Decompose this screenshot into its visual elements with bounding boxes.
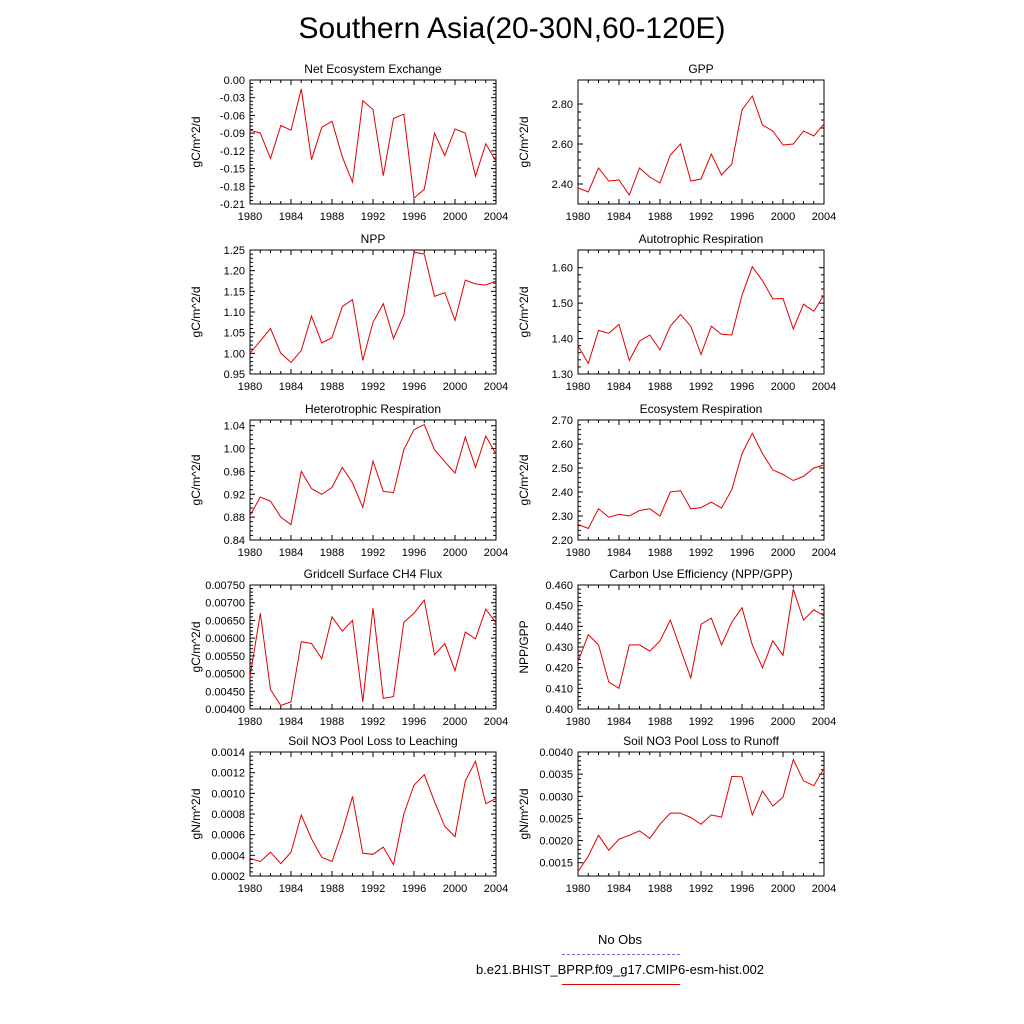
y-tick-label: -0.09 <box>219 128 245 141</box>
y-tick-label: 1.25 <box>223 245 245 257</box>
y-tick-label: 1.60 <box>551 262 573 275</box>
x-tick-label: 1996 <box>729 883 755 895</box>
y-axis-label: gC/m^2/d <box>189 286 203 338</box>
y-tick-label: 0.00450 <box>205 686 245 699</box>
x-tick-label: 2000 <box>770 381 796 393</box>
y-tick-label: 1.10 <box>223 307 245 319</box>
y-tick-label: 0.430 <box>545 642 573 654</box>
x-tick-label: 2000 <box>442 883 468 895</box>
y-tick-label: 1.15 <box>223 286 245 299</box>
y-tick-label: 0.0014 <box>211 747 245 759</box>
series-line <box>578 96 824 195</box>
x-tick-label: 1988 <box>647 381 673 393</box>
x-tick-label: 1988 <box>319 211 345 223</box>
chart-title: Heterotrophic Respiration <box>304 402 442 416</box>
x-tick-label: 1992 <box>360 211 386 223</box>
x-tick-label: 1984 <box>606 211 632 223</box>
chart-panel-4 <box>517 232 836 393</box>
legend-obs-label: No Obs <box>597 932 643 947</box>
x-tick-label: 1984 <box>606 381 632 393</box>
x-tick-label: 2004 <box>483 381 509 393</box>
chart-panel-7 <box>189 567 508 728</box>
x-tick-label: 1992 <box>688 883 714 895</box>
x-tick-label: 1980 <box>565 547 591 559</box>
x-tick-label: 1980 <box>237 883 263 895</box>
x-tick-label: 1988 <box>647 883 673 895</box>
y-axis-label: NPP/GPP <box>517 620 531 674</box>
y-tick-label: 1.20 <box>223 265 245 278</box>
chart-panel-5 <box>189 402 508 559</box>
x-tick-label: 2000 <box>442 211 468 223</box>
x-tick-label: 1988 <box>319 716 345 728</box>
x-tick-label: 1984 <box>278 211 304 223</box>
chart-panel-10 <box>517 734 836 895</box>
plot-frame <box>578 585 824 709</box>
y-tick-label: -0.18 <box>219 181 245 194</box>
x-tick-label: 2000 <box>770 211 796 223</box>
y-tick-label: 1.40 <box>551 333 573 346</box>
x-tick-label: 1980 <box>565 883 591 895</box>
y-tick-label: 0.0006 <box>211 829 245 842</box>
chart-title: Soil NO3 Pool Loss to Leaching <box>288 734 458 748</box>
x-tick-label: 1992 <box>360 883 386 895</box>
y-tick-label: 0.0010 <box>211 788 245 801</box>
x-tick-label: 1984 <box>606 547 632 559</box>
x-tick-label: 1980 <box>565 381 591 393</box>
y-axis-label: gN/m^2/d <box>517 788 531 840</box>
y-tick-label: 0.420 <box>545 662 573 675</box>
y-tick-label: 0.410 <box>545 683 573 696</box>
y-tick-label: -0.12 <box>219 145 245 158</box>
x-tick-label: 1996 <box>729 211 755 223</box>
y-tick-label: 1.50 <box>551 298 573 311</box>
x-tick-label: 1980 <box>237 211 263 223</box>
x-tick-label: 1992 <box>688 716 714 728</box>
x-tick-label: 1984 <box>278 883 304 895</box>
chart-panel-9 <box>189 734 508 895</box>
y-tick-label: 0.0020 <box>539 835 573 848</box>
legend-model-line <box>562 984 680 985</box>
x-tick-label: 2000 <box>770 883 796 895</box>
y-axis-label: gN/m^2/d <box>189 788 203 840</box>
y-axis-label: gC/m^2/d <box>189 116 203 168</box>
y-tick-label: 0.00550 <box>205 650 245 663</box>
chart-title: Net Ecosystem Exchange <box>304 62 442 76</box>
y-axis-label: gC/m^2/d <box>517 116 531 168</box>
x-tick-label: 1992 <box>360 716 386 728</box>
x-tick-label: 1984 <box>606 883 632 895</box>
y-tick-label: 0.96 <box>223 466 245 479</box>
y-tick-label: 2.30 <box>551 511 573 523</box>
y-tick-label: 0.00600 <box>205 633 245 646</box>
x-tick-label: 2004 <box>811 716 837 728</box>
plot-frame <box>250 80 496 204</box>
y-tick-label: 0.0035 <box>539 769 573 782</box>
chart-panel-1 <box>189 62 508 223</box>
y-tick-label: 2.60 <box>551 439 573 451</box>
x-tick-label: 1996 <box>729 381 755 393</box>
x-tick-label: 1980 <box>237 547 263 559</box>
y-tick-label: 0.450 <box>545 600 573 613</box>
y-tick-label: 2.60 <box>551 139 573 151</box>
x-tick-label: 2004 <box>483 211 509 223</box>
x-tick-label: 1996 <box>401 211 427 223</box>
y-tick-label: -0.21 <box>219 199 245 211</box>
y-tick-label: 1.00 <box>223 348 245 361</box>
y-axis-label: gC/m^2/d <box>517 286 531 338</box>
x-tick-label: 2004 <box>483 547 509 559</box>
plot-frame <box>578 752 824 876</box>
plot-frame <box>250 585 496 709</box>
x-tick-label: 2000 <box>442 381 468 393</box>
x-tick-label: 2004 <box>811 381 837 393</box>
y-tick-label: 2.40 <box>551 487 573 499</box>
x-tick-label: 1992 <box>360 547 386 559</box>
x-tick-label: 1992 <box>360 381 386 393</box>
y-tick-label: 0.00650 <box>205 615 245 628</box>
series-line <box>578 433 824 528</box>
y-tick-label: 1.30 <box>551 369 573 381</box>
y-tick-label: 0.400 <box>545 704 573 716</box>
x-tick-label: 1988 <box>319 547 345 559</box>
series-line <box>250 600 496 705</box>
x-tick-label: 1980 <box>237 381 263 393</box>
x-tick-label: 1988 <box>647 211 673 223</box>
y-tick-label: 0.88 <box>223 512 245 525</box>
x-tick-label: 1984 <box>278 381 304 393</box>
chart-title: Autotrophic Respiration <box>638 232 764 246</box>
x-tick-label: 1988 <box>319 381 345 393</box>
y-tick-label: 0.95 <box>223 369 245 381</box>
y-tick-label: 0.0012 <box>211 767 245 780</box>
x-tick-label: 1988 <box>647 716 673 728</box>
x-tick-label: 1996 <box>729 547 755 559</box>
plot-frame <box>578 420 824 540</box>
chart-title: Ecosystem Respiration <box>639 402 763 416</box>
chart-title: GPP <box>688 62 714 76</box>
y-tick-label: 0.0002 <box>211 871 245 883</box>
x-tick-label: 2000 <box>442 716 468 728</box>
x-tick-label: 1984 <box>278 547 304 559</box>
chart-title: NPP <box>360 232 386 246</box>
chart-title: Gridcell Surface CH4 Flux <box>303 567 443 581</box>
y-tick-label: 0.00750 <box>205 580 245 592</box>
x-tick-label: 1996 <box>401 883 427 895</box>
x-tick-label: 1984 <box>606 716 632 728</box>
y-tick-label: 2.70 <box>551 415 573 427</box>
legend-model-label: b.e21.BHIST_BPRP.f09_g17.CMIP6-esm-hist.002 <box>475 962 765 977</box>
x-tick-label: 2000 <box>770 716 796 728</box>
x-tick-label: 2004 <box>483 716 509 728</box>
y-tick-label: 0.00700 <box>205 597 245 610</box>
x-tick-label: 1980 <box>565 211 591 223</box>
y-tick-label: 0.00 <box>223 75 245 87</box>
x-tick-label: 1992 <box>688 547 714 559</box>
x-tick-label: 2004 <box>483 883 509 895</box>
plot-frame <box>250 250 496 374</box>
plot-frame <box>578 80 824 204</box>
y-tick-label: 0.0015 <box>539 857 573 870</box>
series-line <box>578 589 824 688</box>
y-tick-label: 2.20 <box>551 535 573 547</box>
x-tick-label: 1988 <box>319 883 345 895</box>
x-tick-label: 1984 <box>278 716 304 728</box>
x-tick-label: 1996 <box>401 547 427 559</box>
x-tick-label: 1996 <box>729 716 755 728</box>
y-tick-label: 0.00400 <box>205 704 245 716</box>
x-tick-label: 1980 <box>237 716 263 728</box>
x-tick-label: 2004 <box>811 547 837 559</box>
y-tick-label: 1.04 <box>223 420 245 433</box>
y-tick-label: -0.06 <box>219 110 245 123</box>
chart-panel-8 <box>517 567 836 728</box>
series-line <box>578 267 824 364</box>
y-tick-label: 0.0008 <box>211 809 245 821</box>
legend-obs-line <box>562 954 680 955</box>
x-tick-label: 2004 <box>811 211 837 223</box>
y-tick-label: 0.92 <box>223 489 245 502</box>
x-tick-label: 2000 <box>770 547 796 559</box>
series-line <box>578 760 824 872</box>
y-tick-label: 1.00 <box>223 443 245 456</box>
x-tick-label: 1988 <box>647 547 673 559</box>
y-tick-label: 1.05 <box>223 327 245 340</box>
x-tick-label: 1996 <box>401 381 427 393</box>
y-tick-label: 0.460 <box>545 580 573 592</box>
y-tick-label: 0.0025 <box>539 813 573 826</box>
x-tick-label: 2000 <box>442 547 468 559</box>
y-tick-label: 0.0030 <box>539 791 573 804</box>
y-axis-label: gC/m^2/d <box>189 621 203 673</box>
series-line <box>250 252 496 362</box>
y-tick-label: 0.84 <box>223 535 245 547</box>
y-tick-label: 0.00500 <box>205 668 245 681</box>
x-tick-label: 1996 <box>401 716 427 728</box>
chart-title: Carbon Use Efficiency (NPP/GPP) <box>609 567 793 581</box>
y-tick-label: 0.0040 <box>539 747 573 759</box>
y-axis-label: gC/m^2/d <box>517 454 531 506</box>
y-axis-label: gC/m^2/d <box>189 454 203 506</box>
series-line <box>250 89 496 198</box>
y-tick-label: -0.03 <box>219 92 245 105</box>
x-tick-label: 2004 <box>811 883 837 895</box>
chart-panel-3 <box>189 232 508 393</box>
chart-title: Soil NO3 Pool Loss to Runoff <box>623 734 779 748</box>
y-tick-label: -0.15 <box>219 163 245 176</box>
x-tick-label: 1992 <box>688 381 714 393</box>
y-tick-label: 0.440 <box>545 621 573 634</box>
y-tick-label: 2.80 <box>551 99 573 111</box>
y-tick-label: 0.0004 <box>211 850 245 863</box>
y-tick-label: 2.40 <box>551 179 573 191</box>
y-tick-label: 2.50 <box>551 463 573 475</box>
x-tick-label: 1980 <box>565 716 591 728</box>
series-line <box>250 761 496 864</box>
series-line <box>250 425 496 525</box>
x-tick-label: 1992 <box>688 211 714 223</box>
chart-panel-2 <box>517 62 836 223</box>
page-title: Southern Asia(20-30N,60-120E) <box>298 12 726 45</box>
chart-panel-6 <box>517 402 836 559</box>
